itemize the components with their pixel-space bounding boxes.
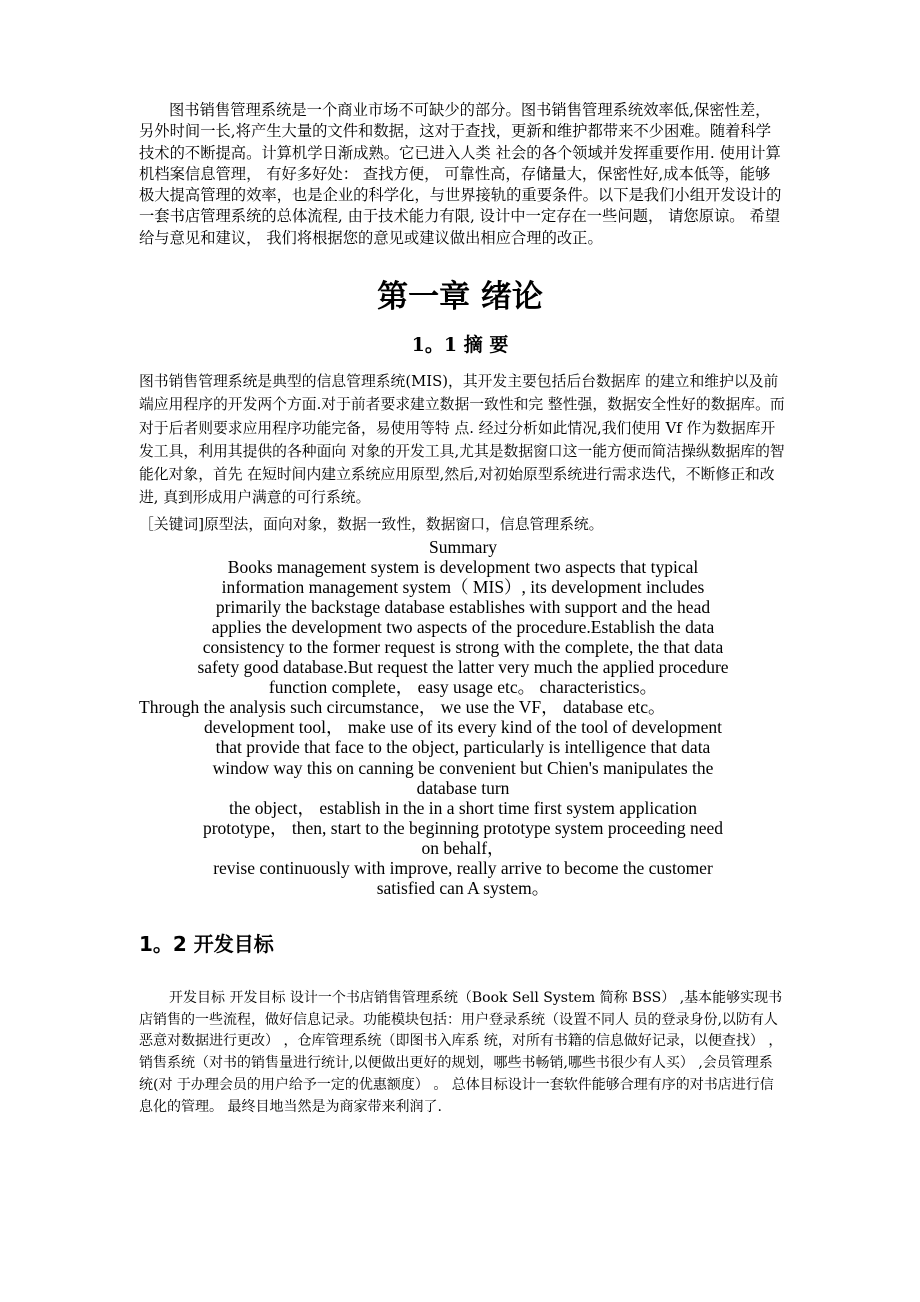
keywords-line: ［关键词]原型法，面向对象，数据一致性，数据窗口，信息管理系统。 [139, 516, 604, 533]
section-1-1-heading: 1。1 摘 要 [411, 334, 509, 356]
section-1-2-heading: 1。2 开发目标 [139, 932, 274, 956]
summary-line: function complete， easy usage etc。 characteristics。 [268, 677, 658, 698]
summary-line: information management system（ MIS）, its development includes [221, 577, 705, 598]
summary-line: primarily the backstage database establishes with support and the head [215, 597, 711, 618]
summary-line: the object， establish in the in a short time first system application [228, 797, 698, 818]
english-summary [139, 537, 787, 898]
summary-line: Books management system is development two aspects that typical [227, 557, 699, 578]
summary-line: development tool， make use of its every kind of the tool of development [203, 717, 723, 738]
abstract-paragraph: 图书销售管理系统是典型的信息管理系统(MIS)，其开发主要包括后台数据库 的建立和维护以及前端应用程序的开发两个方面.对于前者要求建立数据一致性和完 整性强，数据安全性好的数据库。而对于后者则要求应用程序功能完备，易使用等特 点. 经过分析如此情况,我们使用 Vf 作为数据库开发工具，利用其提供的各种面向 对象的开发工具,尤其是数据窗口这一能方便而简洁操纵数据库的智能化对象，首先 在短时间内建立系统应用原型,然后,对初始原型系统进行需求迭代，不断修正和改进, 真到形成用户满意的可行系统。 [139, 373, 785, 507]
summary-line: safety good database.But request the latter very much the applied procedure [197, 657, 729, 678]
chapter-title: 第一章 绪论 [377, 279, 543, 315]
summary-line: that provide that face to the object, particularly is intelligence that data [215, 737, 711, 758]
summary-line: Through the analysis such circumstance， we use the VF， database etc。 [139, 697, 666, 718]
summary-line: consistency to the former request is strong with the complete, the that data [202, 637, 724, 658]
summary-line: revise continuously with improve, really arrive to become the customer [213, 857, 713, 878]
summary-line: database turn [416, 777, 510, 798]
development-goal-paragraph: 开发目标 开发目标 设计一个书店销售管理系统（Book Sell System 简称 BSS） ,基本能够实现书 店销售的一些流程，做好信息记录。功能模块包括：用户登录系统（设置不同人 员的登录身份,以防有人恶意对数据进行更改） ，仓库管理系统（即图书入库系 统，对所有书籍的信息做好记录，以便查找） ，销售系统（对书的销售量进行统计,以便做出更好的规划，哪些书畅销,哪些书很少有人买） ,会员管理系统(对 于办理会员的用户给予一定的优惠额度） 。 总体目标设计一套软件能够合理有序的对书店进行信息化的管理。 最终目地当然是为商家带来利润了. [139, 990, 783, 1115]
summary-line: window way this on canning be convenient but Chien's manipulates the [212, 757, 714, 778]
summary-line: satisfied can A system。 [376, 877, 550, 898]
summary-line: prototype， then, start to the beginning prototype system proceeding need [202, 817, 724, 838]
summary-line: applies the development two aspects of the procedure.Establish the data [211, 617, 715, 638]
summary-title: Summary [428, 537, 498, 557]
intro-paragraph: 图书销售管理系统是一个商业市场不可缺少的部分。图书销售管理系统效率低,保密性差，另外时间一长,将产生大量的文件和数据，这对于查找，更新和维护都带来不少困难。随着科学技术的不断提高。计算机学日渐成熟。它已进入人类 社会的各个领域并发挥重要作用. 使用计算机档案信息管理， 有好多好处： 查找方便， 可靠性高，存储量大，保密性好,成本低等，能够极大提高管理的效率，也是企业的科学化，与世界接轨的重要条件。以下是我们小组开发设计的一套书店管理系统的总体流程, 由于技术能力有限, 设计中一定存在一些问题， 请您原谅。 希望给与意见和建议， 我们将根据您的意见或建议做出相应合理的改正。 [139, 101, 782, 247]
summary-line: on behalf， [421, 837, 505, 858]
